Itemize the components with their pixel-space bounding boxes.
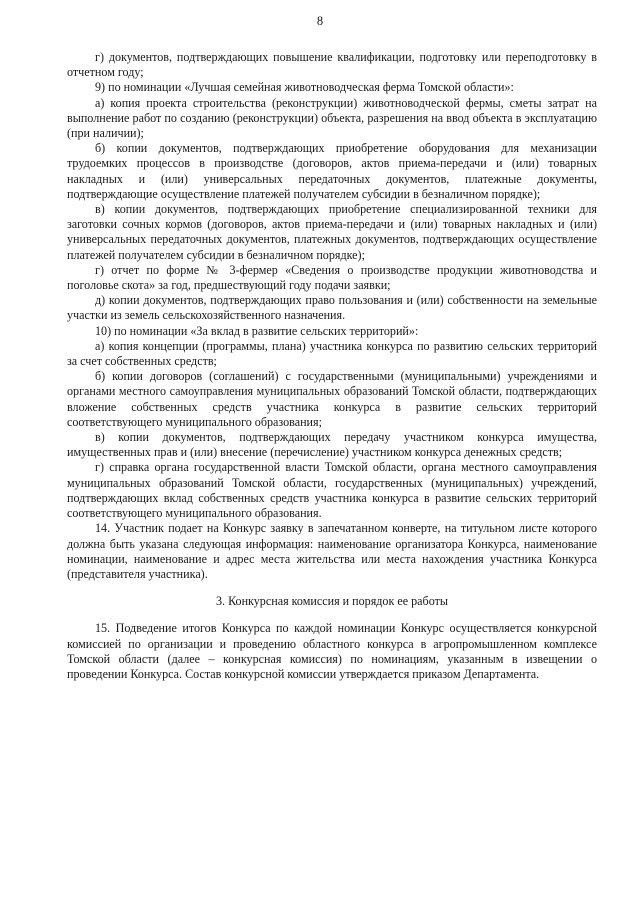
section-heading: 3. Конкурсная комиссия и порядок ее работы [215, 594, 448, 609]
paragraph-nomination-10: 10) по номинации «За вклад в развитие сельских территорий»: [95, 323, 419, 338]
paragraph-15: 15. Подведение итогов Конкурса по каждой номинации Конкурс осуществляется конкурсной комиссией по организации и проведению областного конкурса в агропромышленном комплексе Томской области (далее – конкурсная комиссия) по номинациям, указанным в извещении о проведении Конкурса. Состав конкурсной комиссии утверждается приказом Департамента. [67, 621, 597, 681]
paragraph-14: 14. Участник подает на Конкурс заявку в запечатанном конверте, на титульном листе которого должна быть указана следующая информация: наименование организатора Конкурса, наименование номинации, наименование и адрес места жительства или места нахождения участника Конкурса (представителя участника). [67, 521, 597, 581]
paragraph-9b: б) копии документов, подтверждающих приобретение оборудования для механизации трудоемких процессов в производстве (договоров, актов приема-передачи и (или) товарных накладных и (или) универсальных передаточных документов, платежные документы, подтверждающие осуществление платежей получателем субсидии в безналичном порядке); [67, 141, 597, 201]
paragraph-9v: в) копии документов, подтверждающих приобретение специализированной техники для заготовки сочных кормов (договоров, актов приема-передачи и (или) товарных накладных и (или) универсальных передаточных документов, платежных документов, подтверждающих осуществление платежей получателем субсидии в безналичном порядке); [67, 202, 597, 262]
paragraph-10a: а) копия концепции (программы, плана) участника конкурса по развитию сельских территорий за счет собственных средств; [67, 338, 597, 369]
paragraph-10b: б) копии договоров (соглашений) с государственными (муниципальными) учреждениями и органами местного самоуправления муниципальных образований Томской области, подтверждающих вложение собственных средств участника конкурса в развитие сельских территорий соответствующего муниципального образования; [67, 369, 597, 429]
paragraph-9d: д) копии документов, подтверждающих право пользования и (или) собственности на земельные участки из земель сельскохозяйственного назначения. [67, 293, 597, 323]
document-body [67, 50, 597, 682]
paragraph-nomination-9: 9) по номинации «Лучшая семейная животноводческая ферма Томской области»: [95, 80, 514, 95]
paragraph-10v: в) копии документов, подтверждающих передачу участником конкурса имущества, имущественных прав и (или) внесение (перечисление) участником конкурса денежных средств; [67, 430, 597, 460]
page-number: 8 [316, 14, 324, 28]
paragraph-10g: г) справка органа государственной власти Томской области, органа местного самоуправления муниципальных образований Томской области, государственных (муниципальных) учреждений, подтверждающих вклад собственных средств участника конкурса в развитие сельских территорий соответствующего муниципального образования. [67, 460, 597, 521]
paragraph-g-qualification: г) документов, подтверждающих повышение квалификации, подготовку или переподготовку в отчетном году; [67, 50, 597, 80]
paragraph-9g: г) отчет по форме № 3-фермер «Сведения о производстве продукции животноводства и поголовье скота» за год, предшествующий году подачи заявки; [67, 262, 597, 293]
paragraph-9a: а) копия проекта строительства (реконструкции) животноводческой фермы, сметы затрат на выполнение работ по созданию (реконструкции) объекта, разрешения на ввод объекта в эксплуатацию (при наличии); [67, 95, 597, 141]
